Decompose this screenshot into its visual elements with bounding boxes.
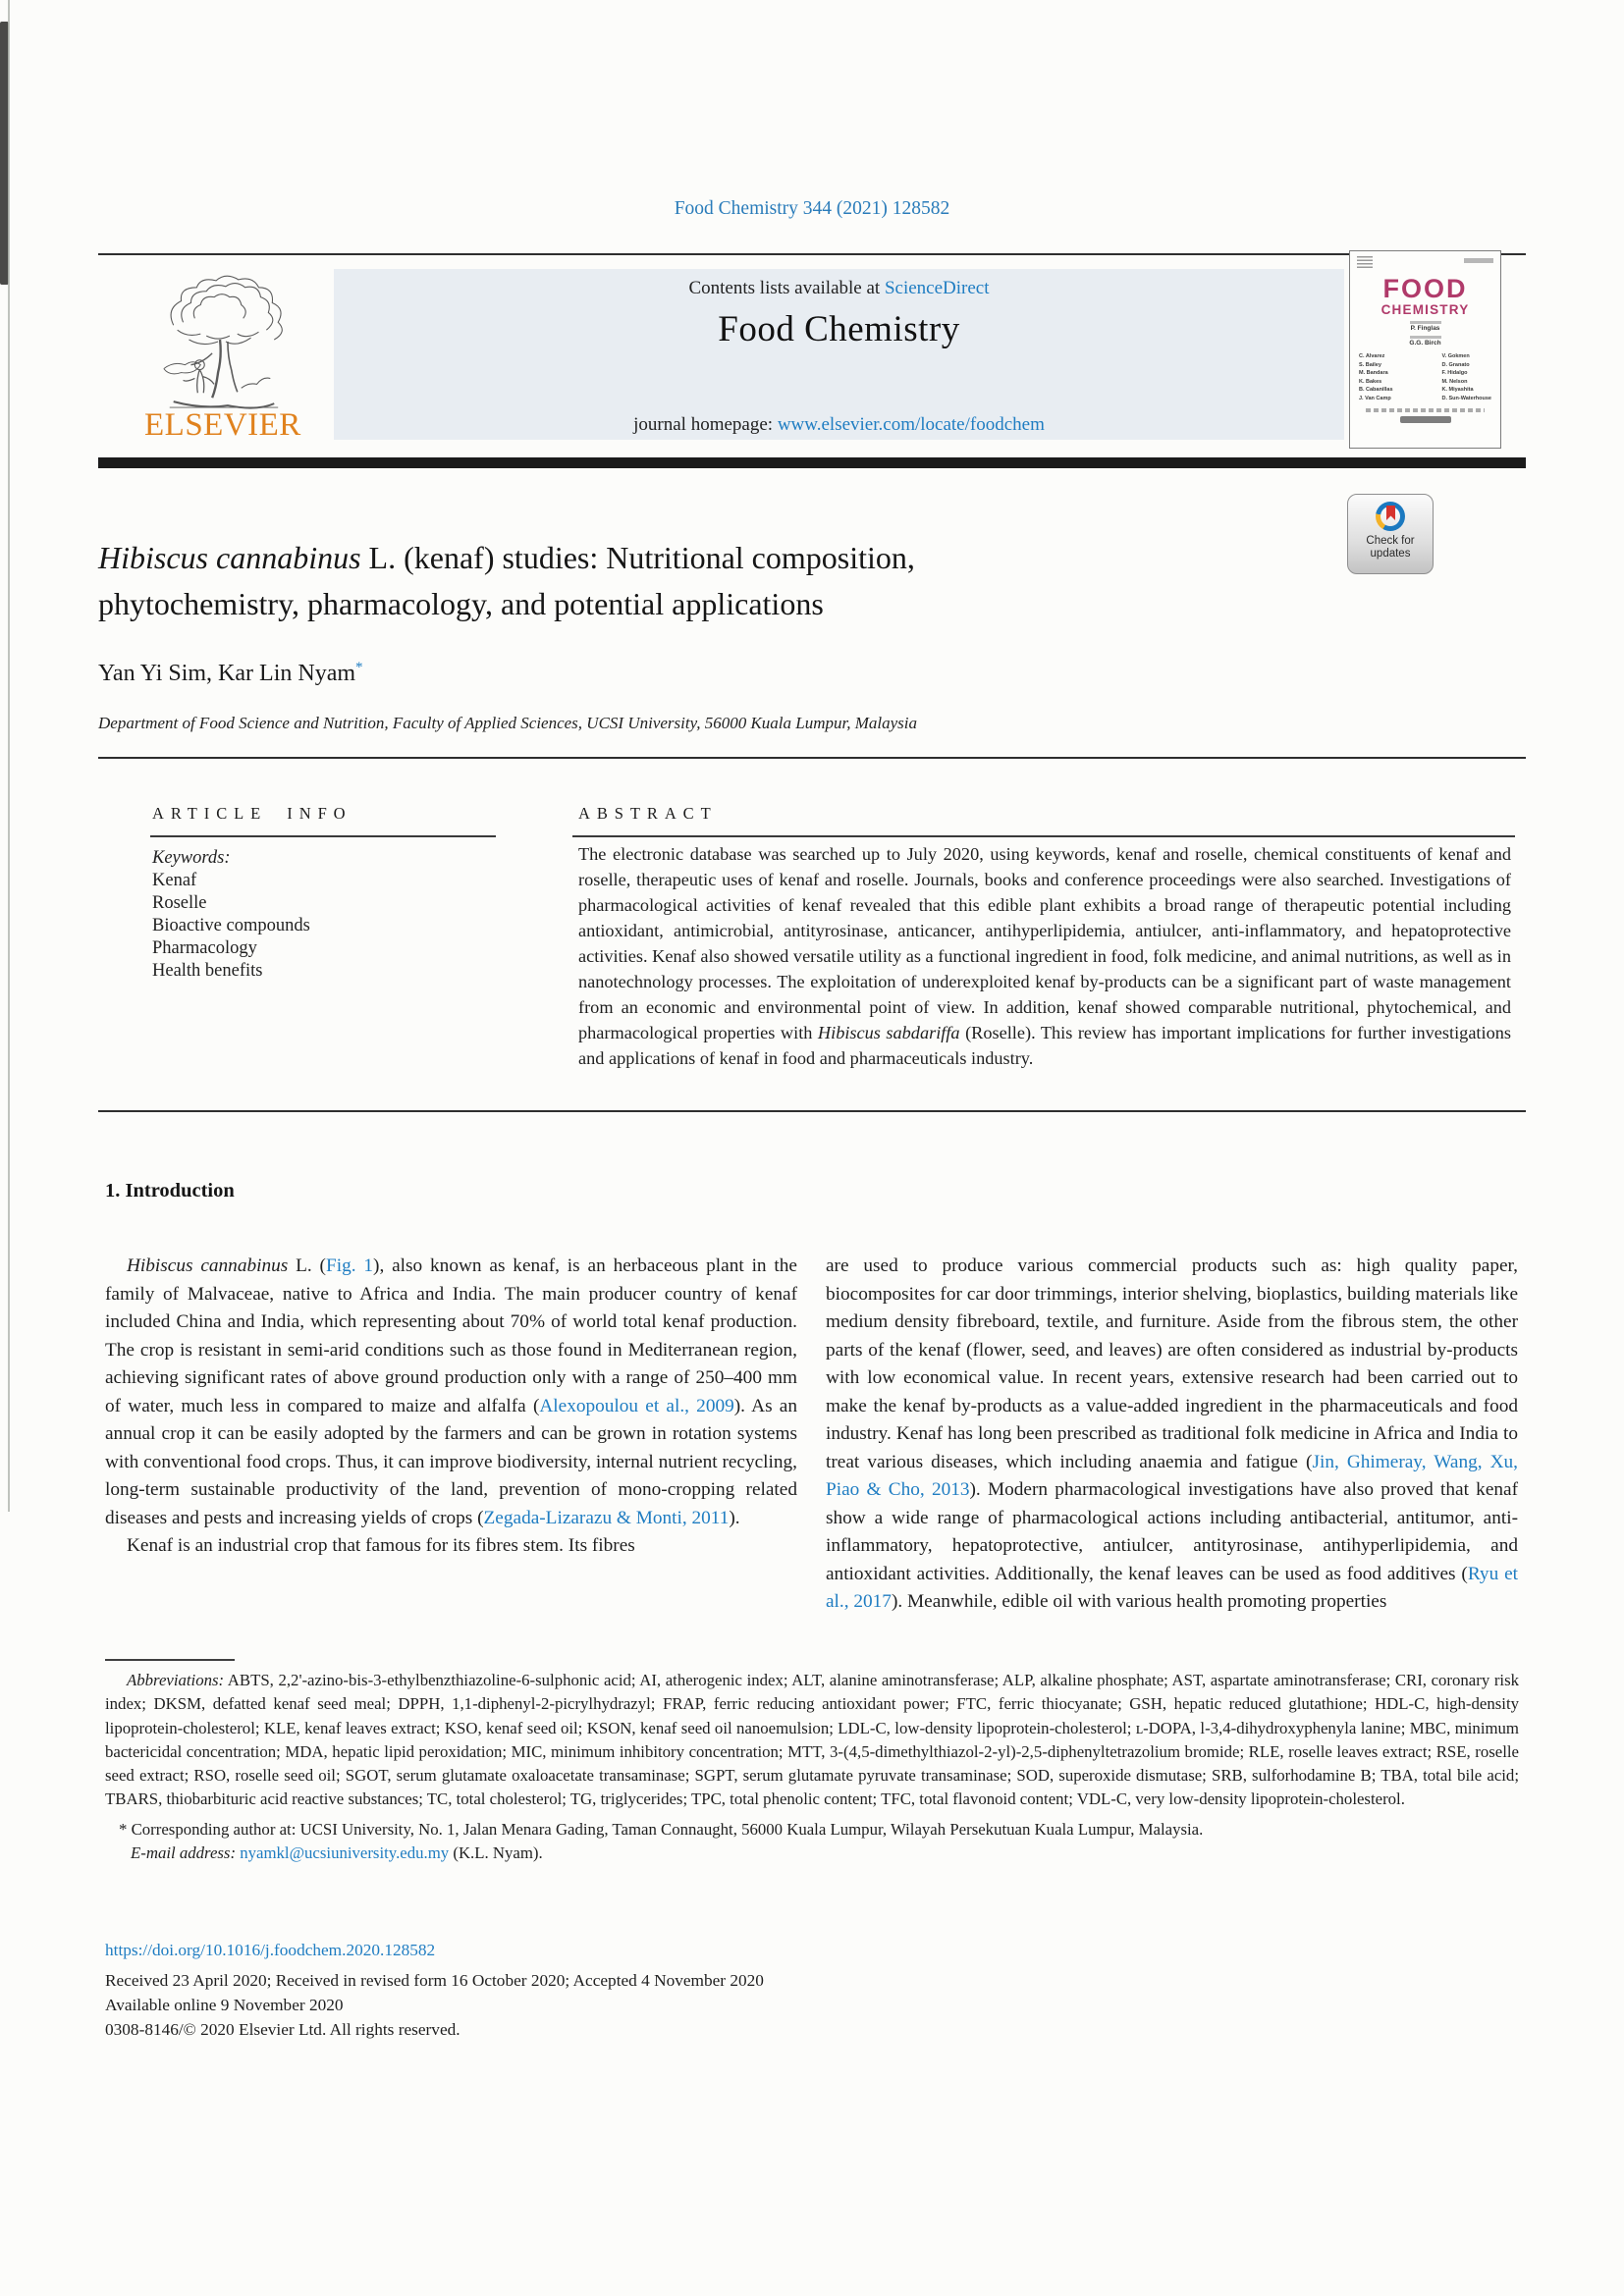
sciencedirect-link[interactable]: ScienceDirect xyxy=(884,278,990,298)
alexopoulou-citation-link[interactable]: Alexopoulou et al., 2009 xyxy=(539,1395,734,1416)
zegada-citation-link[interactable]: Zegada-Lizarazu & Monti, 2011 xyxy=(483,1507,730,1528)
article-info-heading: ARTICLE INFO xyxy=(152,804,352,823)
footnote-block xyxy=(105,1669,1519,1865)
divider xyxy=(150,835,496,837)
check-updates-badge[interactable] xyxy=(1347,494,1434,574)
cover-editors-right: V. Gokmen D. Granato F. Hidalgo M. Nelson K. Miyashita D. Sun-Waterhouse xyxy=(1441,353,1491,401)
authors: Yan Yi Sim, Kar Lin Nyam* xyxy=(98,660,363,686)
contents-line xyxy=(334,278,1344,299)
cover-editor-chief: P. Finglas xyxy=(1410,325,1440,332)
homepage-label: journal homepage: xyxy=(633,414,778,435)
article-title: Hibiscus cannabinus L. (kenaf) studies: Nutritional composition, phytochemistry, pharmacology, and potential applications xyxy=(98,540,915,621)
cover-foot-smudge xyxy=(1366,408,1485,412)
copyright-line: 0308-8146/© 2020 Elsevier Ltd. All rights reserved. xyxy=(105,2020,460,2039)
email-footnote: E-mail address: nyamkl@ucsiuniversity.edu.my (K.L. Nyam). xyxy=(131,1843,543,1863)
elsevier-wordmark: ELSEVIER xyxy=(144,407,301,443)
cover-label-smudge xyxy=(1410,321,1441,324)
keyword: Roselle xyxy=(152,893,207,913)
corresponding-author-mark[interactable]: * xyxy=(355,660,363,675)
jin-citation-link[interactable]: Jin, Ghimeray, Wang, Xu, Piao & Cho, 2013 xyxy=(826,1451,1518,1500)
keyword: Kenaf xyxy=(152,871,197,890)
abbreviations-footnote: Abbreviations: ABTS, 2,2'-azino-bis-3-ethylbenzthiazoline-6-sulphonic acid; AI, atherogenic index; ALT, alanine aminotransferase; ALP, alkaline phosphate; AST, aspartate aminotransferase; CRI, coronary risk index; DKSM, defatted kenaf seed meal; DPPH, 1,1-diphenyl-2-picrylhydrazyl; FRAP, ferric reducing antioxidant power; FTC, ferric thiocyanate; GSH, hepatic reduced glutathione; HDL-C, high-density lipoprotein-cholesterol; KLE, kenaf leaves extract; KSO, kenaf seed oil; KSON, kenaf seed oil nanoemulsion; LDL-C, low-density lipoprotein-cholesterol; ʟ-DOPA, l-3,4-dihydroxyphenyla lanine; MBC, minimum bactericidal concentration; MDA, hepatic lipid peroxidation; MIC, minimum inhibitory concentration; MTT, 3-(4,5-dimethylthiazol-2-yl)-2,5-diphenyltetrazolium bromide; RLE, roselle leaves extract; RSE, roselle seed extract; RSO, roselle seed oil; SGOT, serum glutamate oxaloacetate transaminase; SGPT, serum glutamate pyruvate transaminase; SOD, superoxide dismutase; SRB, sulforhodamine B; TBA, total bile acid; TBARS, thiobarbituric acid reactive substances; TC, total cholesterol; TG, triglycerides; TPC, total phenolic content; TFC, total flavonoid content; VDL-C, very low-density lipoprotein-cholesterol. xyxy=(105,1671,1519,1809)
fig1-link[interactable]: Fig. 1 xyxy=(325,1255,374,1276)
doi-link[interactable]: https://doi.org/10.1016/j.foodchem.2020.128582 xyxy=(105,1941,436,1959)
cover-issn-smudge xyxy=(1464,258,1493,263)
cover-label-smudge xyxy=(1410,336,1441,339)
divider xyxy=(98,757,1526,759)
cover-editor-2: G.G. Birch xyxy=(1409,340,1441,347)
cover-sciencedirect-smudge xyxy=(1400,416,1451,423)
section-heading-introduction: 1. Introduction xyxy=(105,1180,235,1201)
publication-info xyxy=(105,1938,764,2042)
keywords-block xyxy=(152,847,310,983)
abstract-heading: ABSTRACT xyxy=(578,804,718,823)
homepage-line xyxy=(334,414,1344,436)
masthead-journal-title: Food Chemistry xyxy=(718,309,960,349)
keyword: Health benefits xyxy=(152,961,263,981)
intro-paragraph-1: Hibiscus cannabinus L. (Fig. 1), also known as kenaf, is an herbaceous plant in the family of Malvaceae, native to Africa and India. The main producer country of kenaf included China and India, which representing about 70% of world total kenaf production. The crop is resistant in semi-arid conditions such as those found in Mediterranean region, achieving significant rates of above ground production only with a range of 250–400 mm of water, much less in compared to maize and alfalfa (Alexopoulou et al., 2009). As an annual crop it can be easily adopted by the farmers and can be grown in rotation systems with conventional food crops. Thus, it can improve biodiversity, internal nutrient recycling, long-term sustainable productivity of the land, prevention of mono-cropping related diseases and pests and increasing yields of crops (Zegada-Lizarazu & Monti, 2011). xyxy=(105,1255,797,1528)
masthead-banner xyxy=(334,269,1344,440)
masthead-bottom-bar xyxy=(98,457,1526,468)
cover-title-chemistry: CHEMISTRY xyxy=(1380,302,1470,317)
species-name: Hibiscus sabdariffa xyxy=(817,1023,960,1042)
keywords-label: Keywords: xyxy=(152,848,231,868)
cover-editors-left: C. Alvarez S. Bailey M. Bandara K. Bakes B. Cabanillas J. Van Camp xyxy=(1359,353,1393,401)
cover-title-food: FOOD xyxy=(1382,274,1468,303)
intro-paragraph-2: Kenaf is an industrial crop that famous for its fibres stem. Its fibres xyxy=(127,1535,635,1556)
cover-header xyxy=(1350,251,1500,269)
ryu-citation-link[interactable]: Ryu et al., 2017 xyxy=(826,1563,1518,1612)
elsevier-tree-icon xyxy=(144,272,299,411)
divider xyxy=(98,253,1526,255)
intro-paragraph-continued: are used to produce various commercial products such as: high quality paper, biocomposites for car door trimmings, interior shelving, bioplastics, building materials like medium density fibreboard, textile, and furniture. Aside from the fibrous stem, the other parts of the kenaf (flower, seed, and leaves) are often considered as industrial by-products with low economical value. In recent years, extensive research had been carried out to make the kenaf by-products as a value-added ingredient in the pharmaceuticals and food industry. Kenaf has long been prescribed as traditional folk medicine in Africa and India to treat various diseases, which including anaemia and fatigue (Jin, Ghimeray, Wang, Xu, Piao & Cho, 2013). Modern pharmacological investigations have also proved that kenaf show a wide range of pharmacological actions including antibacterial, antitumor, anti-inflammatory, hepatoprotective, antiulcer, antityrosinase, antihyperlipidemia, and antioxidant activities. Additionally, the kenaf leaves can be used as food additives (Ryu et al., 2017). Meanwhile, edible oil with various health promoting properties xyxy=(826,1255,1519,1612)
scan-edge-line xyxy=(8,0,10,1512)
email-link[interactable]: nyamkl@ucsiuniversity.edu.my xyxy=(236,1843,450,1863)
available-online: Available online 9 November 2020 xyxy=(105,1996,344,2014)
abstract-text: The electronic database was searched up to July 2020, using keywords, kenaf and roselle, chemical constituents of kenaf and roselle, therapeutic uses of kenaf and roselle. Journals, books and conference proceedings were also searched. Investigations of pharmacological activities of kenaf revealed that this edible plant exhibits a broad range of therapeutic potential including antioxidant, antimicrobial, antityrosinase, anticancer, antihyperlipidemia, antiulcer, anti-inflammatory, and hepatoprotective activities. Kenaf also showed versatile utility as a functional ingredient in food, folk medicine, and animal nutritions, as well as in nanotechnology processes. The exploitation of underexploited kenaf by-products can be a significant part of waste management from an economic and environmental point of view. In addition, kenaf showed comparable nutritional, phytochemical, and pharmacological properties with Hibiscus sabdariffa (Roselle). This review has important implications for further investigations and applications of kenaf in food and pharmaceuticals industry. xyxy=(578,844,1511,1068)
divider xyxy=(98,1110,1526,1112)
divider xyxy=(572,835,1515,837)
contents-text: Contents lists available at xyxy=(688,278,885,298)
keyword: Pharmacology xyxy=(152,938,257,958)
intro-left-column xyxy=(105,1253,797,1561)
keyword: Bioactive compounds xyxy=(152,916,310,935)
journal-reference: Food Chemistry 344 (2021) 128582 xyxy=(674,198,950,219)
cover-editor-columns xyxy=(1350,352,1500,402)
affiliation: Department of Food Science and Nutrition, Faculty of Applied Sciences, UCSI University, 56000 Kuala Lumpur, Malaysia xyxy=(98,714,917,732)
crossmark-label: Check for updates xyxy=(1366,535,1415,560)
crossmark-icon xyxy=(1376,502,1405,531)
journal-cover-thumbnail[interactable] xyxy=(1349,250,1501,449)
received-dates: Received 23 April 2020; Received in revised form 16 October 2020; Accepted 4 November 2020 xyxy=(105,1971,764,1990)
homepage-link[interactable]: www.elsevier.com/locate/foodchem xyxy=(777,414,1045,435)
cover-barcode xyxy=(1357,256,1373,269)
footnote-divider xyxy=(105,1659,235,1661)
intro-right-column xyxy=(826,1253,1518,1617)
corresponding-author-footnote: * Corresponding author at: UCSI University, No. 1, Jalan Menara Gading, Taman Connaught, 56000 Kuala Lumpur, Wilayah Persekutuan Kuala Lumpur, Malaysia. xyxy=(119,1819,1204,1839)
elsevier-logo xyxy=(144,272,299,444)
